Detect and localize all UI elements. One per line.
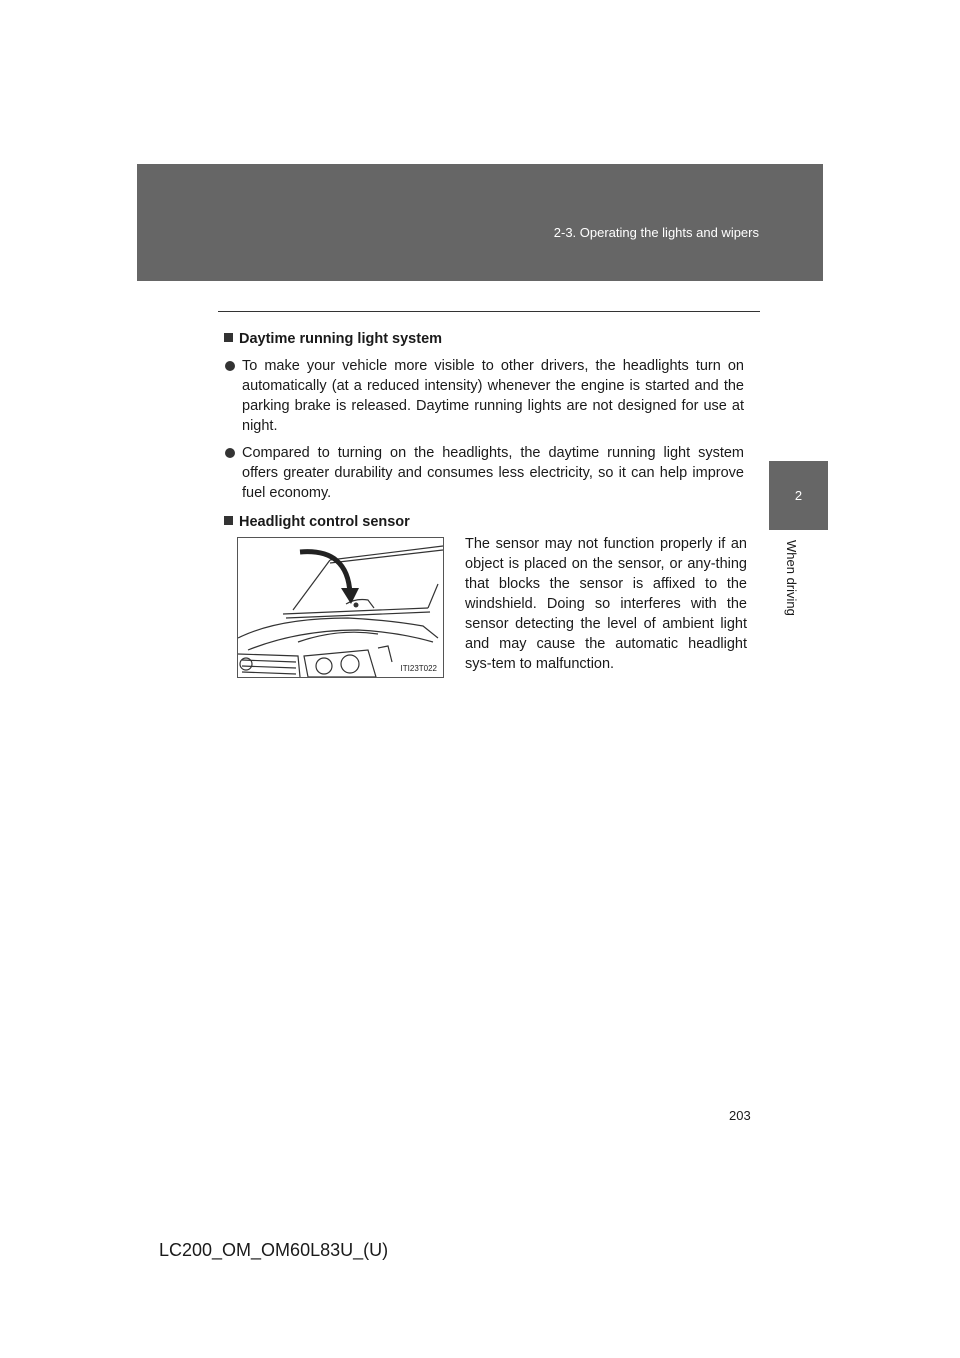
page-number: 203 [729,1108,751,1123]
bullet-text: Compared to turning on the headlights, the daytime running light system offers greater durability and consumes less electricity, so it can help improve fuel economy. [242,445,744,501]
header-band [137,164,823,281]
chapter-number: 2 [794,488,803,503]
windshield-sensor-figure [237,537,444,678]
bullet-dot-icon [225,448,235,458]
list-item [224,356,744,436]
square-bullet-icon [224,516,233,525]
section-title: 2-3. Operating the lights and wipers [553,225,759,240]
heading-text: Headlight control sensor [239,514,410,530]
chapter-label-container [760,540,836,640]
top-divider [218,311,760,312]
sensor-caption: The sensor may not function properly if an object is placed on the sensor, or any-thing that blocks the sensor is affixed to the windshield. Doing so interferes with the sensor detecting the level of ambient light and may cause the automatic headlight sys-tem to malfunction. [465,536,747,672]
square-bullet-icon [224,333,233,342]
chapter-label: When driving [784,540,799,616]
windshield-sensor-illustration-icon [238,538,443,677]
section-heading-sensor [224,512,744,532]
bullet-dot-icon [225,361,235,371]
heading-text: Daytime running light system [239,331,443,347]
figure-code: ITI23T022 [400,664,437,673]
main-content [224,329,744,532]
bullet-text: To make your vehicle more visible to other drivers, the headlights turn on automatically (at a reduced intensity) whenever the engine is started and the parking brake is released. Daytime running lights are not designed for use at night. [242,358,744,434]
section-heading-daytime [224,329,744,349]
list-item [224,443,744,503]
document-id: LC200_OM_OM60L83U_(U) [159,1240,389,1260]
chapter-tab [769,461,828,530]
